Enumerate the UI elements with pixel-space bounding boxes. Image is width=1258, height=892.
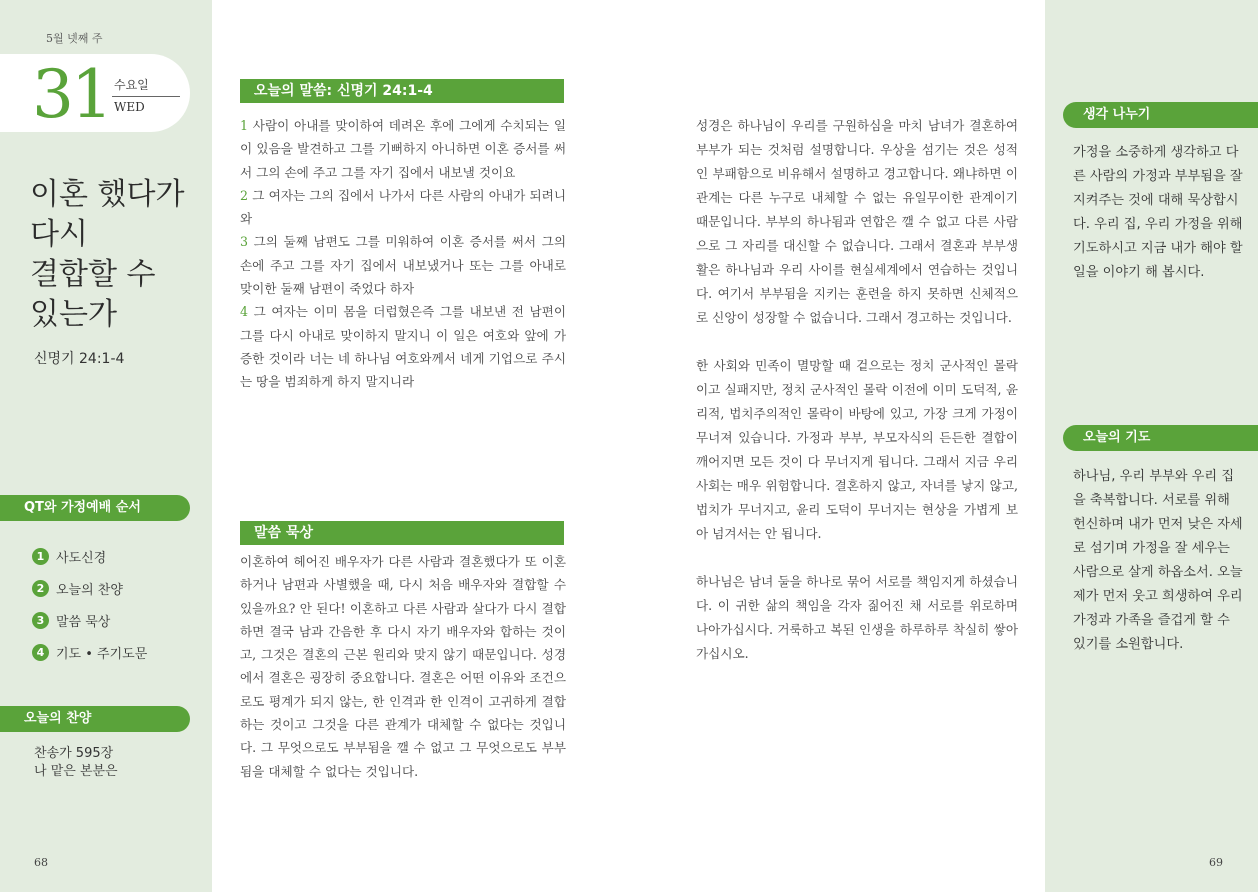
list-item — [32, 572, 147, 604]
title-line: 있는가 — [30, 297, 117, 332]
verse-number: 2 — [240, 187, 249, 203]
list-item-label: 기도 • 주기도문 — [56, 646, 148, 662]
page-title — [30, 175, 205, 335]
order-heading: QT와 가정예배 순서 — [0, 495, 190, 521]
number-badge: 2 — [32, 580, 49, 597]
list-item-label: 사도신경 — [56, 550, 107, 566]
prayer-text: 하나님, 우리 부부와 우리 집을 축복합니다. 서로를 위해 헌신하며 내가 먼저 낮은 자세로 섬기며 가정을 잘 세우는 사람으로 살게 하옵소서. 오늘 제가 먼저 웃고 희생하여 우리 가정과 가족을 즐겁게 할 수 있기를 소원합니다. — [1073, 469, 1243, 652]
title-line: 결합할 수 — [30, 257, 156, 292]
weekday-korean: 수요일 — [114, 78, 149, 92]
body-column — [696, 114, 1018, 690]
day-number: 31 — [32, 56, 110, 133]
verse-text: 그의 둘째 남편도 그를 미워하여 이혼 증서를 써서 그의 손에 주고 그를 자기 집에서 내보냈거나 또는 그를 아내로 맞이한 둘째 남편이 죽었다 하자 — [240, 234, 566, 297]
order-list — [32, 540, 147, 668]
number-badge: 1 — [32, 548, 49, 565]
passage-heading: 오늘의 말씀: 신명기 24:1-4 — [240, 79, 564, 103]
verse-number: 4 — [240, 304, 249, 320]
meditation-text: 이혼하여 헤어진 배우자가 다른 사람과 결혼했다가 또 이혼하거나 남편과 사별했을 때, 다시 처음 배우자와 결합할 수 있을까요? 안 된다! 이혼하고 다른 사람과 살다가 다시 결합하면 결국 남과 간음한 후 다시 자기 배우자와 합하는 것이고, 그것은 결혼의 근본 원리와 맞지 않기 때문입니다. 성경에서 결혼은 굉장히 중요합니다. 결혼은 어떤 이유와 조건으로도 평계가 되지 않는, 한 인격과 한 인격이 고귀하게 결합하는 것이고 그것을 다른 관계가 대체할 수 없다는 것입니다. 그 무엇으로도 부부됨을 깰 수 없고 그 무엇으로도 부부됨을 대체할 수 없다는 것입니다. — [240, 554, 566, 779]
sharing-heading: 생각 나누기 — [1063, 102, 1258, 128]
body-paragraph: 성경은 하나님이 우리를 구원하심을 마치 남녀가 결혼하여 부부가 되는 것처럼 설명합니다. 우상을 섬기는 것은 성적인 부패함으로 비유해서 설명하고 경고합니다. 왜냐하면 이 관계는 다른 누구로 내체할 수 없는 유일무이한 관계이기 때문입니다. 부부의 하나됨과 연합은 깰 수 없고 다른 사람으로 그 자리를 대신할 수 없습니다. 그래서 결혼과 부부생활은 하나님과 우리 사이를 현실세계에서 연습하는 것입니다. 여기서 부부됨을 지키는 훈련을 하지 못하면 신체적으로 신앙이 성장할 수 없습니다. 그래서 경고하는 것입니다. — [696, 118, 1018, 325]
hymn-heading: 오늘의 찬양 — [0, 706, 190, 732]
prayer-heading: 오늘의 기도 — [1063, 425, 1258, 451]
list-item — [32, 636, 147, 668]
body-paragraph: 하나님은 남녀 둘을 하나로 묶어 서로를 책임지게 하셨습니다. 이 귀한 삶의 책임을 각자 짊어진 채 서로를 위로하며 나아가십시다. 거룩하고 복된 인생을 하루하루 착실히 쌓아 가십시오. — [696, 574, 1018, 661]
page-number-right: 69 — [1209, 856, 1223, 869]
meditation-heading: 말씀 묵상 — [240, 521, 564, 545]
verse-text: 그 여자는 그의 집에서 나가서 다른 사람의 아내가 되려니와 — [240, 187, 566, 227]
verse-text: 사람이 아내를 맞이하여 데려온 후에 그에게 수치되는 일이 있음을 발견하고 그를 기뻐하지 아니하면 이혼 증서를 써서 그의 손에 주고 그를 자기 집에서 내보낼 것이요 — [240, 118, 566, 180]
list-item-label: 말씀 묵상 — [56, 614, 111, 630]
week-label: 5월 넷째 주 — [46, 32, 103, 45]
number-badge: 4 — [32, 644, 49, 661]
body-paragraph: 한 사회와 민족이 멸망할 때 겉으로는 정치 군사적인 몰락이고 실패지만, 정치 군사적인 몰락 이전에 이미 도덕적, 윤리적, 법치주의적인 몰락이 바탕에 있고, 가장 크게 가정이 무너져 있습니다. 가정과 부부, 부모자식의 든든한 결합이 깨어지면 모든 것이 다 무너지게 됩니다. 그래서 지금 우리 사회는 매우 위험합니다. 결혼하지 않고, 자녀를 낳지 않고, 법치가 무너지고, 윤리 도덕이 무너지는 현상을 가볍게 보아 넘겨서는 안 됩니다. — [696, 358, 1018, 541]
passage-text — [240, 114, 566, 394]
verse-number: 3 — [240, 234, 249, 250]
list-item — [32, 604, 147, 636]
hymn-number: 찬송가 595장 — [34, 746, 114, 761]
list-item — [32, 540, 147, 572]
list-item-label: 오늘의 찬양 — [56, 582, 123, 598]
title-line: 이혼 했다가 — [30, 177, 185, 212]
number-badge: 3 — [32, 612, 49, 629]
hymn-info — [34, 745, 118, 781]
scripture-reference: 신명기 24:1-4 — [34, 351, 125, 367]
title-line: 다시 — [30, 217, 88, 252]
weekday-divider — [112, 96, 180, 97]
verse-text: 그 여자는 이미 몸을 더럽혔은즉 그를 내보낸 전 남편이 그를 다시 아내로 맞이하지 말지니 이 일은 여호와 앞에 가증한 것이라 너는 네 하나님 여호와께서 네게 기업으로 주시는 땅을 범죄하게 하지 말지니라 — [240, 304, 566, 390]
weekday-english: WED — [114, 100, 145, 114]
verse-number: 1 — [240, 118, 249, 133]
page-number-left: 68 — [34, 856, 48, 869]
sharing-text: 가정을 소중하게 생각하고 다른 사람의 가정과 부부됨을 잘 지켜주는 것에 대해 묵상합시다. 우리 집, 우리 가정을 위해 기도하시고 지금 내가 해야 할 일을 이야기 해 봅시다. — [1073, 145, 1243, 280]
hymn-title: 나 맡은 본분은 — [34, 764, 118, 779]
